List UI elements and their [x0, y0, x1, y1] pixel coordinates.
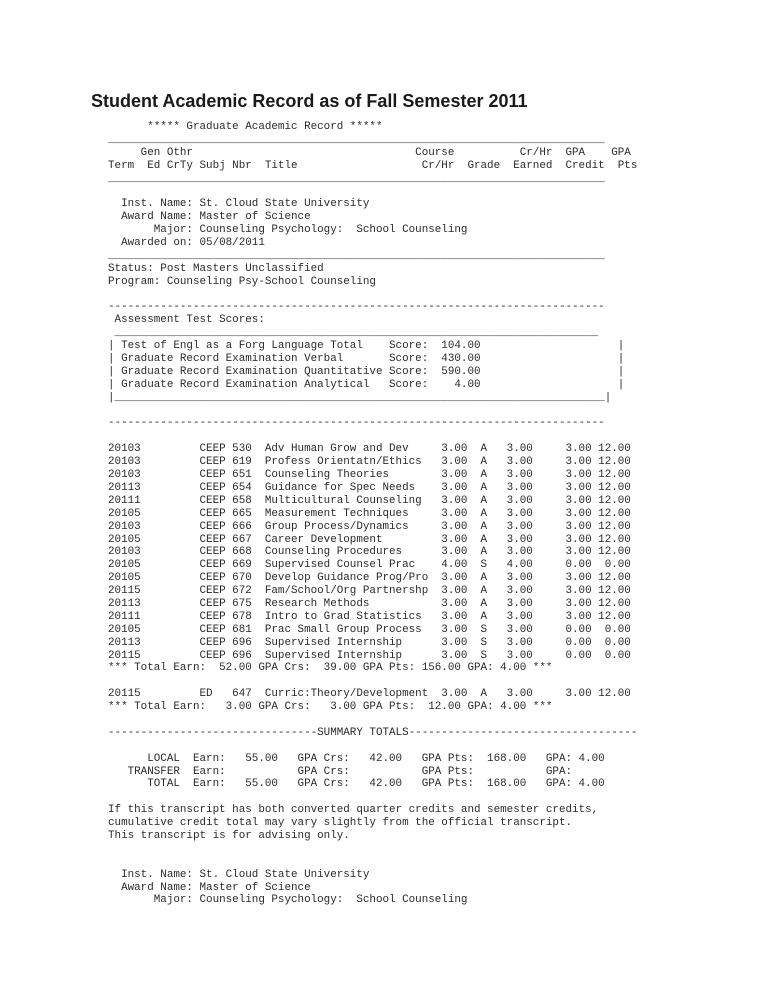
- record-line: | Graduate Record Examination Quantitative Score: 590.00 |: [108, 365, 625, 378]
- record-line: ***** Graduate Academic Record *****: [108, 121, 383, 133]
- record-line: 20113 CEEP 696 Supervised Internship 3.00 S 3.00 0.00 0.00: [108, 636, 631, 649]
- record-line: 20103 CEEP 666 Group Process/Dynamics 3.00 A 3.00 3.00 12.00: [108, 520, 631, 533]
- record-line: ----------------------------------------------------------------------------: [108, 301, 605, 314]
- record-line: |___________________________________________________________________________|: [108, 391, 612, 404]
- record-line: Status: Post Masters Unclassified: [108, 262, 324, 275]
- record-line: 20105 CEEP 681 Prac Small Group Process 3.00 S 3.00 0.00 0.00: [108, 623, 631, 636]
- record-line: This transcript is for advising only.: [108, 829, 350, 842]
- record-line: ----------------------------------------------------------------------------: [108, 417, 605, 430]
- record-line: Assessment Test Scores:: [108, 314, 265, 327]
- record-line: Inst. Name: St. Cloud State University: [108, 198, 370, 211]
- record-line: [108, 843, 637, 856]
- record-line: ____________________________________________________________________________: [108, 172, 605, 185]
- record-line: *** Total Earn: 52.00 GPA Crs: 39.00 GPA Pts: 156.00 GPA: 4.00 ***: [108, 662, 553, 675]
- record-line: 20103 CEEP 651 Counseling Theories 3.00 A 3.00 3.00 12.00: [108, 469, 631, 482]
- record-line: [108, 714, 637, 727]
- record-line: Award Name: Master of Science: [108, 881, 311, 894]
- record-line: 20115 CEEP 696 Supervised Internship 3.00 S 3.00 0.00 0.00: [108, 649, 631, 662]
- record-line: 20113 CEEP 654 Guidance for Spec Needs 3.00 A 3.00 3.00 12.00: [108, 481, 631, 494]
- record-line: | Graduate Record Examination Verbal Score: 430.00 |: [108, 353, 625, 366]
- record-line: ____________________________________________________________________________: [108, 133, 605, 146]
- record-line: 20105 CEEP 670 Develop Guidance Prog/Pro 3.00 A 3.00 3.00 12.00: [108, 572, 631, 585]
- record-line: [108, 675, 637, 688]
- record-line: [108, 185, 637, 198]
- record-line: cumulative credit total may vary slightly from the official transcript.: [108, 817, 573, 830]
- record-line: [108, 430, 637, 443]
- record-line: | Graduate Record Examination Analytical Score: 4.00 |: [108, 378, 625, 391]
- record-line: 20115 ED 647 Curric:Theory/Development 3.00 A 3.00 3.00 12.00: [108, 688, 631, 701]
- record-line: Award Name: Master of Science: [108, 211, 311, 224]
- record-line: 20103 CEEP 530 Adv Human Grow and Dev 3.00 A 3.00 3.00 12.00: [108, 443, 631, 456]
- academic-record-text: [108, 121, 637, 907]
- record-line: Awarded on: 05/08/2011: [108, 237, 265, 250]
- record-line: TRANSFER Earn: GPA Crs: GPA Pts: GPA:: [108, 765, 573, 778]
- record-line: Inst. Name: St. Cloud State University: [108, 868, 370, 881]
- record-line: --------------------------------SUMMARY TOTALS-----------------------------------: [108, 726, 638, 739]
- record-line: Term Ed CrTy Subj Nbr Title Cr/Hr Grade Earned Credit Pts: [108, 159, 638, 172]
- record-line: *** Total Earn: 3.00 GPA Crs: 3.00 GPA Pts: 12.00 GPA: 4.00 ***: [108, 701, 553, 714]
- record-line: 20105 CEEP 665 Measurement Techniques 3.00 A 3.00 3.00 12.00: [108, 507, 631, 520]
- record-line: [108, 289, 637, 302]
- record-line: __________________________________________________________________________: [108, 327, 599, 340]
- record-line: | Test of Engl as a Forg Language Total Score: 104.00 |: [108, 340, 625, 353]
- record-line: 20105 CEEP 667 Career Development 3.00 A 3.00 3.00 12.00: [108, 533, 631, 546]
- record-line: 20115 CEEP 672 Fam/School/Org Partnershp 3.00 A 3.00 3.00 12.00: [108, 585, 631, 598]
- record-line: Program: Counseling Psy-School Counseling: [108, 275, 376, 288]
- page-title: Student Academic Record as of Fall Semester 2011: [91, 91, 528, 111]
- record-line: Major: Counseling Psychology: School Counseling: [108, 894, 468, 907]
- record-line: TOTAL Earn: 55.00 GPA Crs: 42.00 GPA Pts: 168.00 GPA: 4.00: [108, 778, 605, 791]
- record-line: If this transcript has both converted quarter credits and semester credits,: [108, 804, 599, 817]
- record-line: 20111 CEEP 658 Multicultural Counseling 3.00 A 3.00 3.00 12.00: [108, 494, 631, 507]
- record-line: 20105 CEEP 669 Supervised Counsel Prac 4.00 S 4.00 0.00 0.00: [108, 559, 631, 572]
- record-line: Gen Othr Course Cr/Hr GPA GPA: [108, 146, 631, 159]
- record-line: 20103 CEEP 619 Profess Orientatn/Ethics 3.00 A 3.00 3.00 12.00: [108, 456, 631, 469]
- record-line: [108, 856, 637, 869]
- record-line: [108, 791, 637, 804]
- record-line: 20103 CEEP 668 Counseling Procedures 3.00 A 3.00 3.00 12.00: [108, 546, 631, 559]
- record-line: 20113 CEEP 675 Research Methods 3.00 A 3.00 3.00 12.00: [108, 597, 631, 610]
- record-line: Major: Counseling Psychology: School Counseling: [108, 224, 468, 237]
- record-line: [108, 740, 637, 753]
- record-line: LOCAL Earn: 55.00 GPA Crs: 42.00 GPA Pts: 168.00 GPA: 4.00: [108, 752, 605, 765]
- record-line: 20111 CEEP 678 Intro to Grad Statistics 3.00 A 3.00 3.00 12.00: [108, 610, 631, 623]
- record-line: [108, 405, 637, 418]
- record-line: ____________________________________________________________________________: [108, 249, 605, 262]
